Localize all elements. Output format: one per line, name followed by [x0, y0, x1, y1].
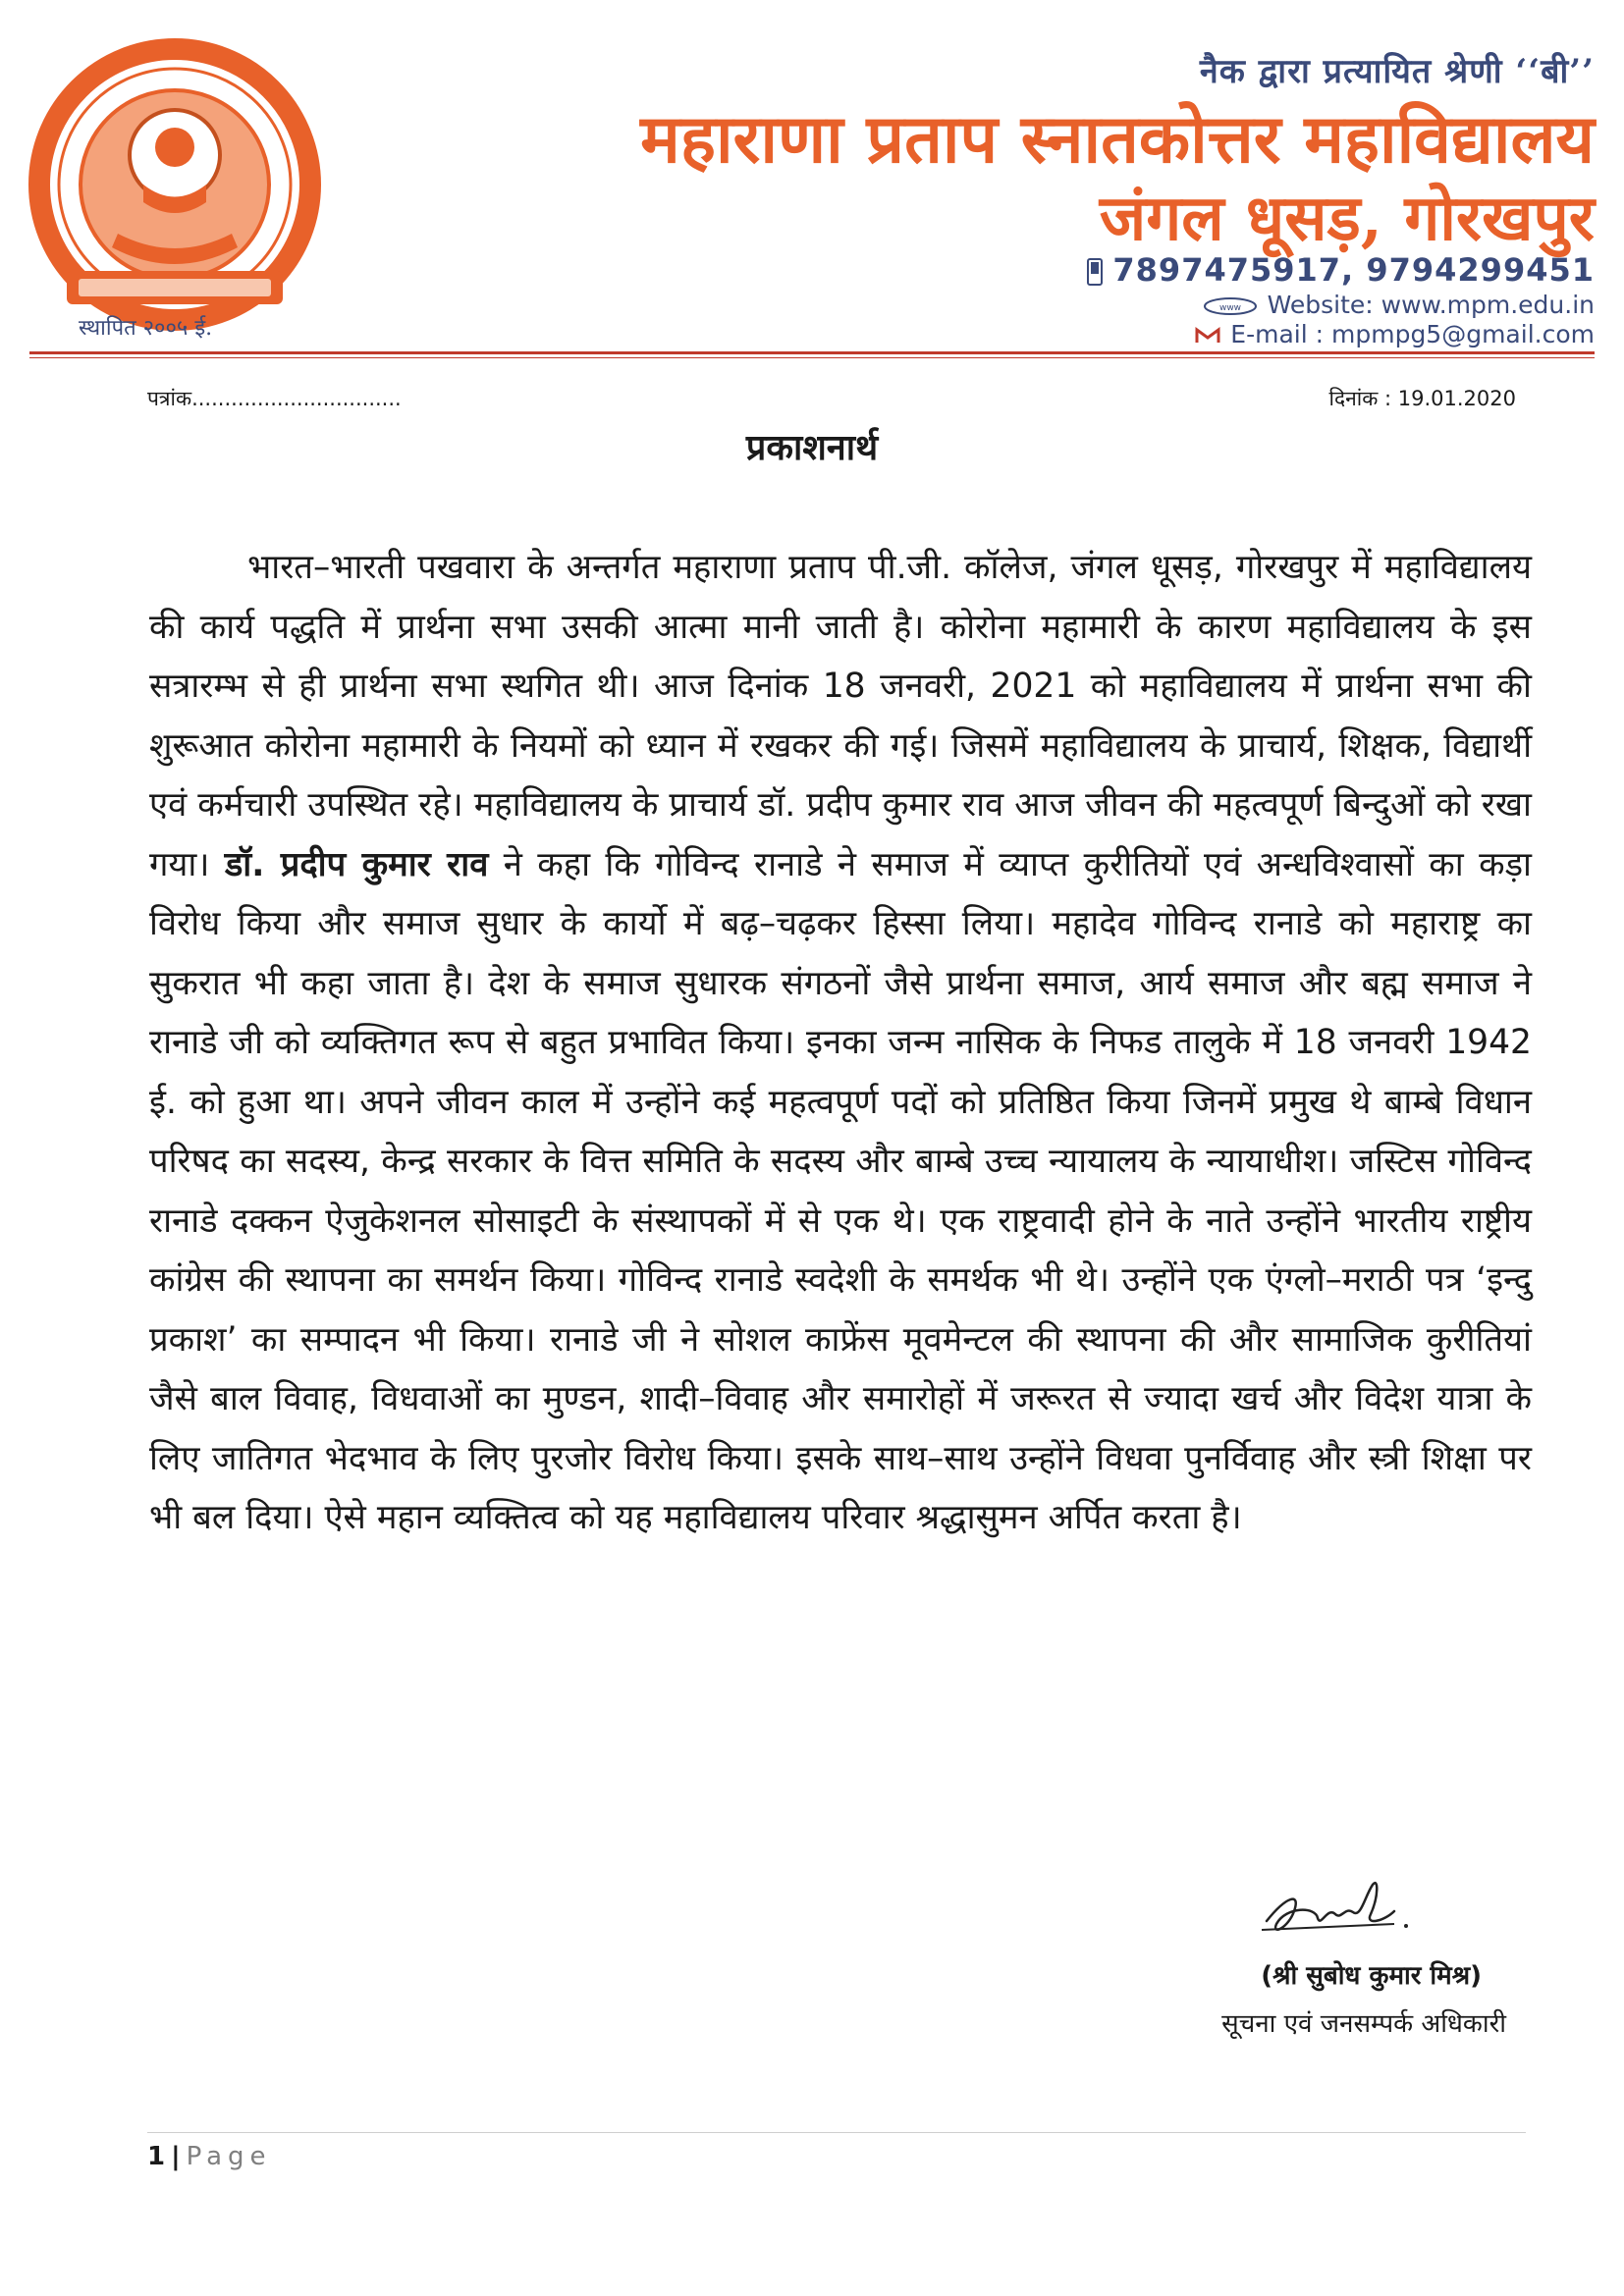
- mail-icon: [1195, 327, 1220, 345]
- body-part-1: भारत–भारती पखवारा के अन्तर्गत महाराणा प्रताप पी.जी. कॉलेज, जंगल धूसड़, गोरखपुर में महाविद्यालय की कार्य पद्धति में प्रार्थना सभा उसकी आत्मा मानी जाती है। कोरोना महामारी के कारण महाविद्यालय के इस सत्रारम्भ से ही प्रार्थना सभा स्थगित थी। आज दिनांक 18 जनवरी, 2021 को महाविद्यालय में प्रार्थना सभा की शुरूआत कोरोना महामारी के नियमों को ध्यान में रखकर की गई। जिसमें महाविद्यालय के प्राचार्य, शिक्षक, विद्यार्थी एवं कर्मचारी उपस्थित रहे। महाविद्यालय के प्राचार्य डॉ. प्रदीप कुमार राव आज जीवन की महत्वपूर्ण बिन्दुओं को रखा गया।: [149, 548, 1532, 884]
- page-number: 1: [147, 2142, 166, 2171]
- press-release-body: [149, 538, 1532, 1548]
- letterhead-divider: [29, 351, 1595, 354]
- page-title: प्रकाशनार्थ: [745, 428, 879, 468]
- footer-divider: [147, 2132, 1526, 2133]
- reference-number: पत्रांक................................: [147, 387, 402, 410]
- email-text[interactable]: E-mail : mpmpg5@gmail.com: [1230, 320, 1595, 348]
- svg-text:www: www: [1218, 303, 1241, 313]
- college-place: जंगल धूसड़, गोरखपुर: [1099, 182, 1595, 255]
- letterhead-divider-thin: [29, 357, 1595, 358]
- body-part-2: ने कहा कि गोविन्द रानाडे ने समाज में व्याप्त कुरीतियों एवं अन्धविश्वासों का कड़ा विरोध किया और समाज सुधार के कार्यो में बढ़–चढ़कर हिस्सा लिया। महादेव गोविन्द रानाडे को महाराष्ट्र का सुकरात भी कहा जाता है। देश के समाज सुधारक संगठनों जैसे प्रार्थना समाज, आर्य समाज और बह्म समाज ने रानाडे जी को व्यक्तिगत रूप से बहुत प्रभावित किया। इनका जन्म नासिक के निफड तालुके में 18 जनवरी 1942 ई. को हुआ था। अपने जीवन काल में उन्होंने कई महत्वपूर्ण पदों को प्रतिष्ठित किया जिनमें प्रमुख थे बाम्बे विधान परिषद का सदस्य, केन्द्र सरकार के वित्त समिति के सदस्य और बाम्बे उच्च न्यायालय के न्यायाधीश। जस्टिस गोविन्द रानाडे दक्कन ऐजुकेशनल सोसाइटी के संस्थापकों में से एक थे। एक राष्ट्रवादी होने के नाते उन्होंने भारतीय राष्ट्रीय कांग्रेस की स्थापना का समर्थन किया। गोविन्द रानाडे स्वदेशी के समर्थक भी थे। उन्होंने एक एंग्लो–मराठी पत्र ‘इन्दु प्रकाश’ का सम्पादन भी किया। रानाडे जी ने सोशल काफ्रेंस मूवमेन्टल की स्थापना की और सामाजिक कुरीतियां जैसे बाल विवाह, विधवाओं का मुण्डन, शादी–विवाह और समारोहों में जरूरत से ज्यादा खर्च और विदेश यात्रा के लिए जातिगत भेदभाव के लिए पुरजोर विरोध किया। इसके साथ–साथ उन्होंने विधवा पुनर्विवाह और स्त्री शिक्षा पर भी बल दिया। ऐसे महान व्यक्तित्व को यह महाविद्यालय परिवार श्रद्धासुमन अर्पित करता है।: [149, 844, 1532, 1537]
- naac-grade-line: नैक द्वारा प्रत्यायित श्रेणी ‘‘बी’’: [1199, 52, 1595, 91]
- website-text[interactable]: Website: www.mpm.edu.in: [1267, 291, 1595, 319]
- college-name: महाराणा प्रताप स्नातकोत्तर महाविद्यालय: [640, 100, 1595, 179]
- page-word: Page: [186, 2142, 272, 2171]
- website-line: [1203, 291, 1595, 319]
- page-footer: [147, 2142, 272, 2171]
- phone-line: [1087, 251, 1595, 289]
- globe-www-icon: [1203, 296, 1258, 316]
- established-year: स्थापित २००५ ई.: [79, 316, 213, 341]
- page-separator: |: [171, 2142, 181, 2171]
- letter-date: दिनांक : 19.01.2020: [1328, 387, 1516, 410]
- college-seal-icon: [27, 37, 322, 351]
- handwritten-signature: [1247, 1867, 1443, 1955]
- mobile-phone-icon: [1087, 258, 1103, 286]
- signatory-name: (श्री सुबोध कुमार मिश्र): [1261, 1961, 1482, 1991]
- phone-numbers: 7897475917, 9794299451: [1112, 251, 1595, 289]
- principal-name-bold: डॉ. प्रदीप कुमार राव: [224, 844, 489, 884]
- email-line: [1195, 320, 1595, 348]
- signatory-designation: सूचना एवं जनसम्पर्क अधिकारी: [1221, 2009, 1506, 2039]
